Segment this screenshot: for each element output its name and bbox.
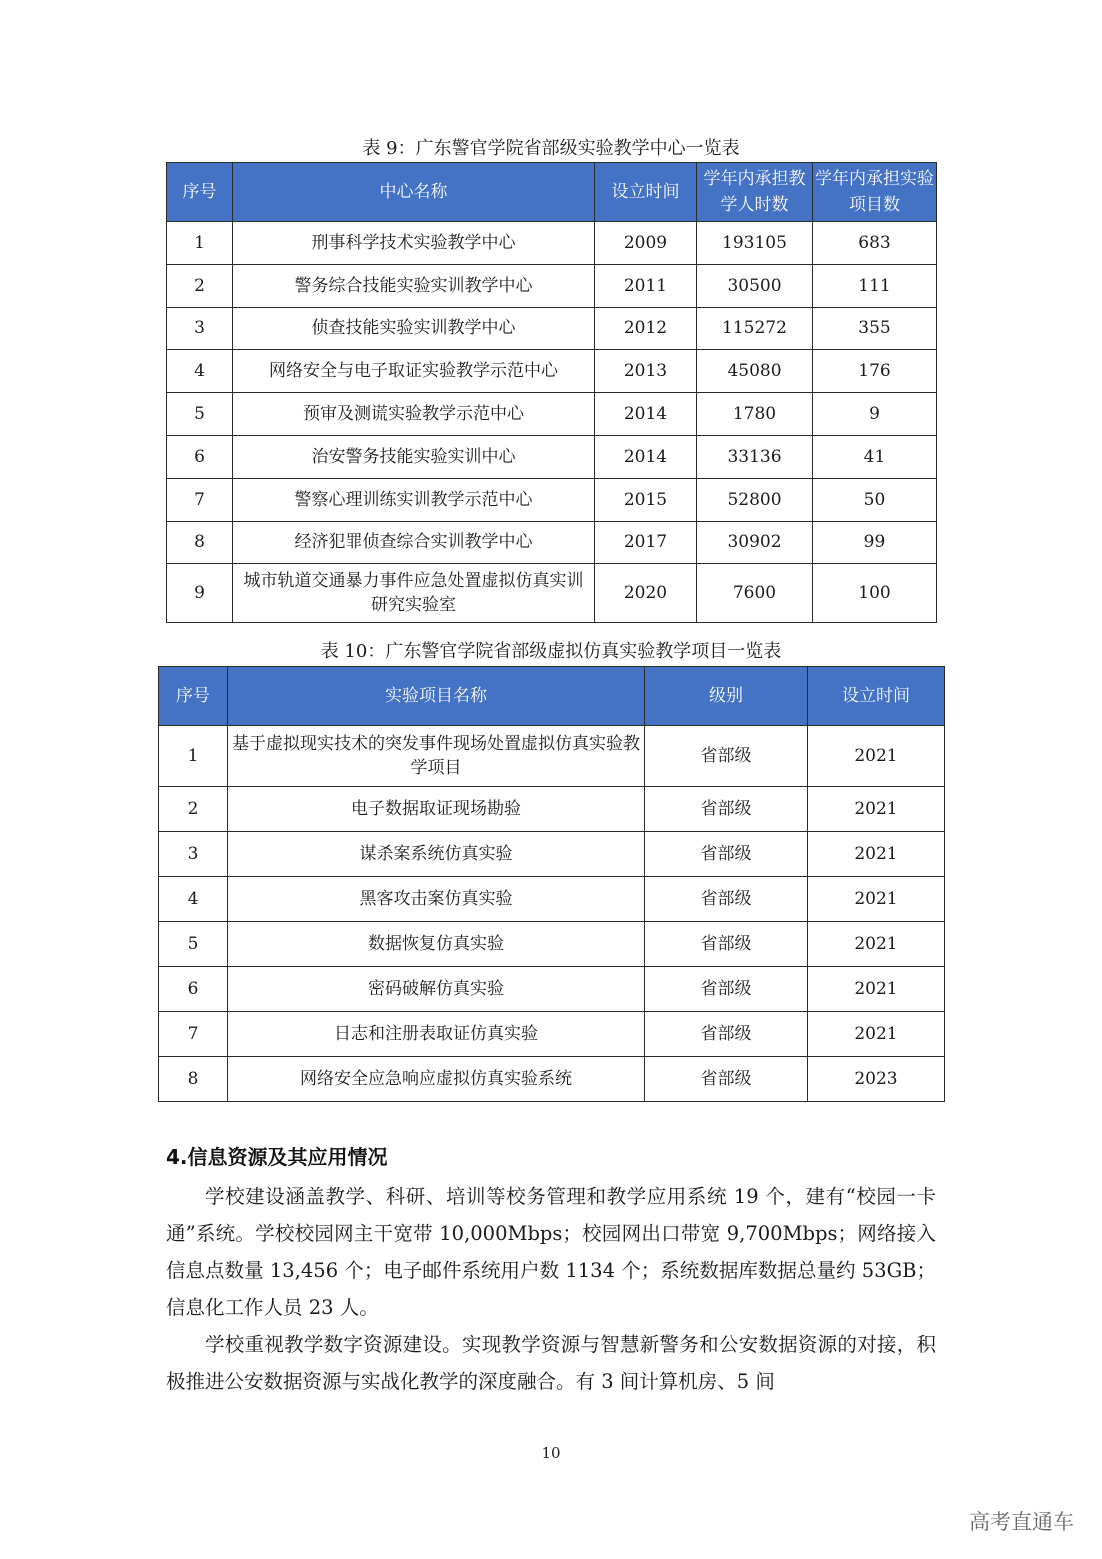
paragraph-1: 学校建设涵盖教学、科研、培训等校务管理和教学应用系统 19 个，建有“校园一卡通”系统。学校校园网主干宽带 10,000Mbps；校园网出口带宽 9,700Mbps；网络接入信息点数量 13,456 个；电子邮件系统用户数 1134 个；系统数据库数据总量约 53GB；信息化工作人员 23 人。 (166, 1185, 936, 1319)
row-index: 1 (159, 726, 228, 787)
project-name: 基于虚拟现实技术的突发事件现场处置虚拟仿真实验教学项目 (228, 726, 645, 787)
paragraph-2: 学校重视教学数字资源建设。实现教学资源与智慧新警务和公安数据资源的对接，积极推进公安数据资源与实战化教学的深度融合。有 3 间计算机房、5 间 (166, 1333, 936, 1393)
table9-body (167, 222, 937, 623)
row-index: 8 (167, 521, 233, 564)
row-index: 4 (159, 877, 228, 922)
table-row (159, 1012, 945, 1057)
established-year: 2020 (595, 564, 697, 623)
established-year: 2021 (808, 832, 945, 877)
center-name: 预审及测谎实验教学示范中心 (233, 393, 595, 436)
established-year: 2012 (595, 307, 697, 350)
established-year: 2014 (595, 435, 697, 478)
project-count: 111 (813, 264, 937, 307)
established-year: 2021 (808, 877, 945, 922)
level: 省部级 (645, 726, 808, 787)
table9-header-row (167, 163, 937, 222)
center-name: 网络安全与电子取证实验教学示范中心 (233, 350, 595, 393)
teaching-hours: 193105 (697, 222, 813, 265)
established-year: 2009 (595, 222, 697, 265)
project-name: 网络安全应急响应虚拟仿真实验系统 (228, 1057, 645, 1102)
established-year: 2011 (595, 264, 697, 307)
table10-header-level: 级别 (645, 667, 808, 726)
table10-header-index: 序号 (159, 667, 228, 726)
project-name: 谋杀案系统仿真实验 (228, 832, 645, 877)
level: 省部级 (645, 922, 808, 967)
project-count: 50 (813, 478, 937, 521)
project-count: 355 (813, 307, 937, 350)
teaching-hours: 52800 (697, 478, 813, 521)
table10 (158, 666, 945, 1102)
table-row (159, 922, 945, 967)
table-row (167, 564, 937, 623)
table10-header-row (159, 667, 945, 726)
table-row (167, 264, 937, 307)
teaching-hours: 45080 (697, 350, 813, 393)
table9-header-projects: 学年内承担实验项目数 (813, 163, 937, 222)
table10-caption: 表 10：广东警官学院省部级虚拟仿真实验教学项目一览表 (320, 641, 782, 662)
table-row (159, 967, 945, 1012)
established-year: 2013 (595, 350, 697, 393)
row-index: 5 (167, 393, 233, 436)
row-index: 4 (167, 350, 233, 393)
project-count: 100 (813, 564, 937, 623)
teaching-hours: 30902 (697, 521, 813, 564)
center-name: 刑事科学技术实验教学中心 (233, 222, 595, 265)
table10-body (159, 726, 945, 1102)
teaching-hours: 30500 (697, 264, 813, 307)
level: 省部级 (645, 1012, 808, 1057)
established-year: 2021 (808, 787, 945, 832)
row-index: 5 (159, 922, 228, 967)
table-row (159, 1057, 945, 1102)
table9 (166, 162, 937, 623)
project-name: 日志和注册表取证仿真实验 (228, 1012, 645, 1057)
table-row (159, 787, 945, 832)
table-row (159, 832, 945, 877)
established-year: 2014 (595, 393, 697, 436)
center-name: 治安警务技能实验实训中心 (233, 435, 595, 478)
project-count: 176 (813, 350, 937, 393)
row-index: 3 (167, 307, 233, 350)
table-row (167, 307, 937, 350)
project-count: 9 (813, 393, 937, 436)
established-year: 2021 (808, 726, 945, 787)
level: 省部级 (645, 1057, 808, 1102)
center-name: 警务综合技能实验实训教学中心 (233, 264, 595, 307)
table-row (159, 877, 945, 922)
table9-header-index: 序号 (167, 163, 233, 222)
row-index: 7 (167, 478, 233, 521)
table9-header-hours: 学年内承担教学人时数 (697, 163, 813, 222)
row-index: 1 (167, 222, 233, 265)
table9-header-year: 设立时间 (595, 163, 697, 222)
project-name: 密码破解仿真实验 (228, 967, 645, 1012)
established-year: 2021 (808, 967, 945, 1012)
teaching-hours: 1780 (697, 393, 813, 436)
table-row (167, 350, 937, 393)
row-index: 7 (159, 1012, 228, 1057)
row-index: 2 (159, 787, 228, 832)
level: 省部级 (645, 877, 808, 922)
level: 省部级 (645, 967, 808, 1012)
center-name: 经济犯罪侦查综合实训教学中心 (233, 521, 595, 564)
project-count: 683 (813, 222, 937, 265)
established-year: 2021 (808, 1012, 945, 1057)
project-name: 电子数据取证现场勘验 (228, 787, 645, 832)
established-year: 2021 (808, 922, 945, 967)
established-year: 2015 (595, 478, 697, 521)
center-name: 侦查技能实验实训教学中心 (233, 307, 595, 350)
center-name: 城市轨道交通暴力事件应急处置虚拟仿真实训研究实验室 (233, 564, 595, 623)
row-index: 3 (159, 832, 228, 877)
level: 省部级 (645, 832, 808, 877)
teaching-hours: 115272 (697, 307, 813, 350)
table-row (159, 726, 945, 787)
teaching-hours: 7600 (697, 564, 813, 623)
table-row (167, 222, 937, 265)
table-row (167, 393, 937, 436)
page-number: 10 (541, 1444, 561, 1462)
row-index: 9 (167, 564, 233, 623)
project-count: 41 (813, 435, 937, 478)
row-index: 6 (159, 967, 228, 1012)
project-name: 黑客攻击案仿真实验 (228, 877, 645, 922)
center-name: 警察心理训练实训教学示范中心 (233, 478, 595, 521)
table-row (167, 521, 937, 564)
row-index: 6 (167, 435, 233, 478)
row-index: 2 (167, 264, 233, 307)
project-name: 数据恢复仿真实验 (228, 922, 645, 967)
teaching-hours: 33136 (697, 435, 813, 478)
table-row (167, 478, 937, 521)
table9-header-name: 中心名称 (233, 163, 595, 222)
table10-header-year: 设立时间 (808, 667, 945, 726)
table-row (167, 435, 937, 478)
project-count: 99 (813, 521, 937, 564)
established-year: 2023 (808, 1057, 945, 1102)
row-index: 8 (159, 1057, 228, 1102)
table10-header-name: 实验项目名称 (228, 667, 645, 726)
established-year: 2017 (595, 521, 697, 564)
level: 省部级 (645, 787, 808, 832)
section-title: 4.信息资源及其应用情况 (166, 1145, 388, 1169)
watermark-text: 高考直通车 (969, 1510, 1074, 1534)
table9-caption: 表 9：广东警官学院省部级实验教学中心一览表 (362, 138, 740, 159)
